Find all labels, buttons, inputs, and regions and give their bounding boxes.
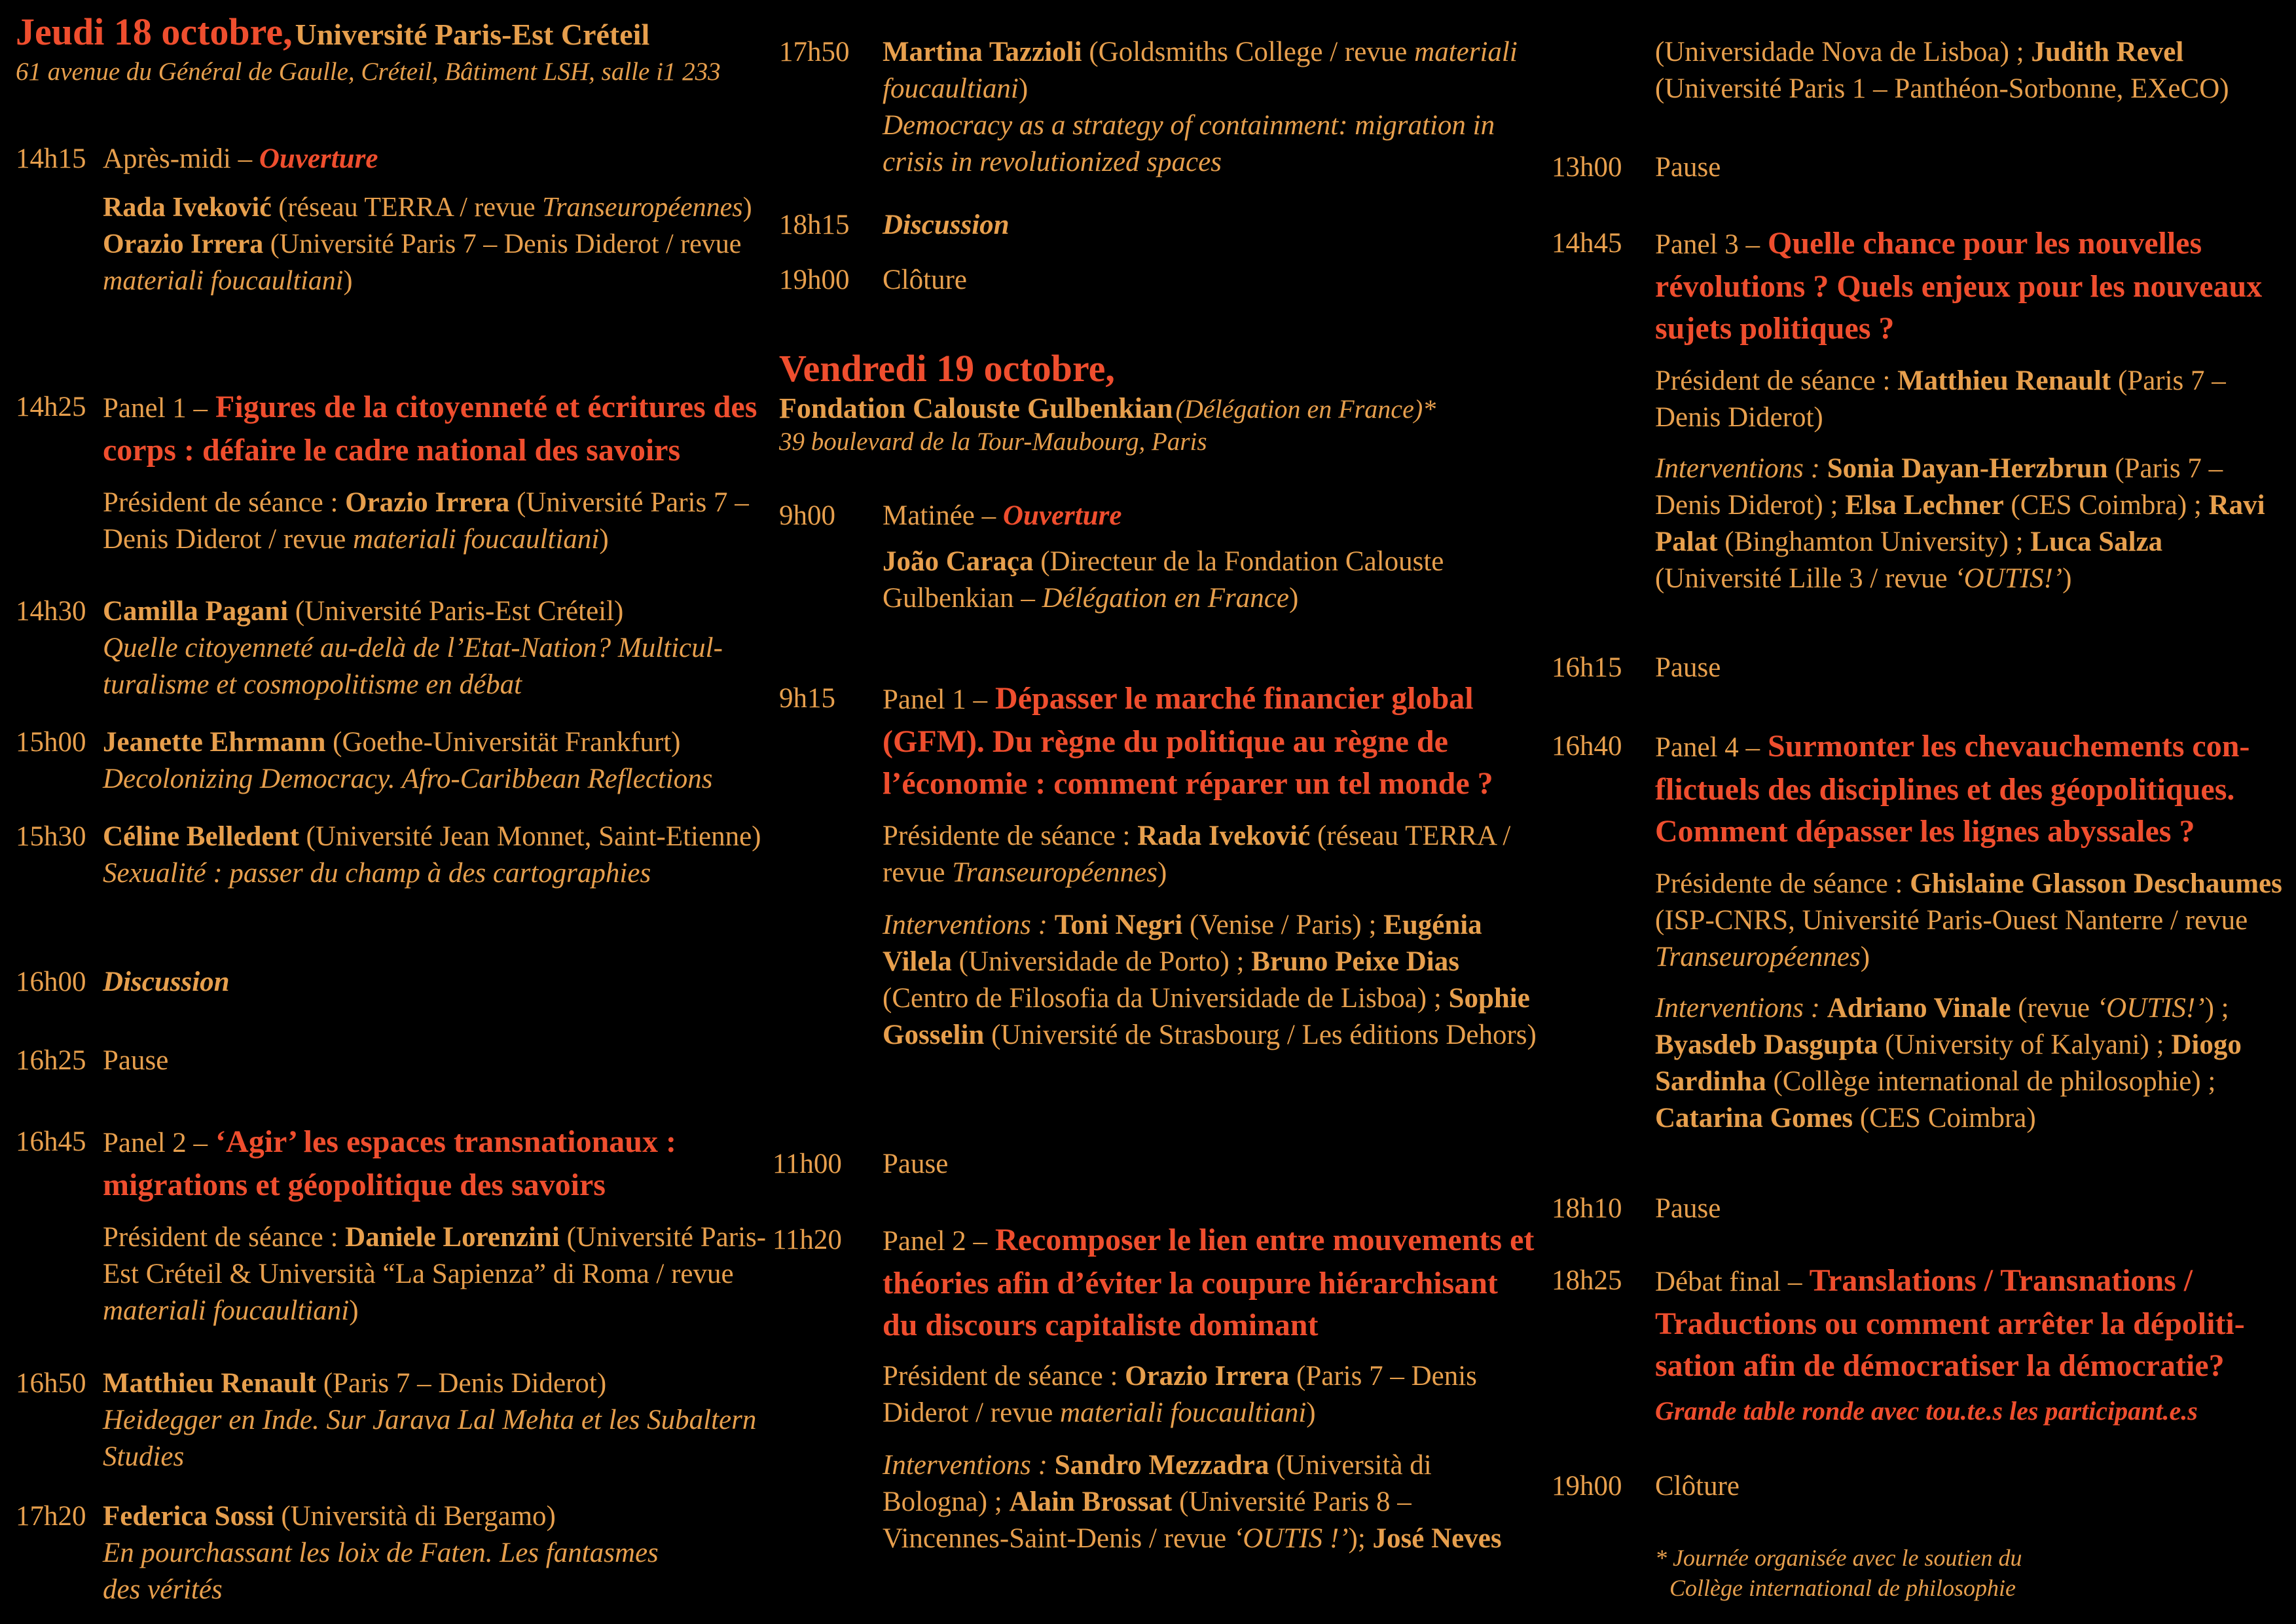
session-d2-1825 <box>1552 1260 2291 1429</box>
speaker-name: Eugénia Vilela <box>883 910 1482 977</box>
session-d2-1810 <box>1552 1190 2291 1227</box>
journal-name: materiali foucaultiani <box>103 266 344 296</box>
interventions-label: Interventions : <box>883 910 1048 940</box>
chair-label: Président de séance : <box>883 1361 1118 1392</box>
session-label: Pause <box>103 1045 169 1076</box>
speaker-name: Diogo Sardinha <box>1655 1029 2242 1097</box>
day1-venue: Université Paris-Est Créteil <box>295 18 650 51</box>
session-time: 14h30 <box>16 596 86 627</box>
panel-title: Quelle chance pour les nouvelles révolutions ? Quels enjeux pour les nouveaux sujets politiques ? <box>1655 226 2263 346</box>
session-d2-0900 <box>779 498 1539 617</box>
session-time: 16h40 <box>1552 731 1622 762</box>
session-time: 13h00 <box>1552 152 1622 183</box>
talk-title: Sexualité : passer du champ à des cartographies <box>103 858 651 889</box>
speaker-affiliation: (Université Paris-Est Créteil) <box>295 596 624 627</box>
day1-header <box>16 9 769 89</box>
session-label: Pause <box>1655 652 1721 683</box>
chair-label: Présidente de séance : <box>883 821 1131 851</box>
talk-d1-1720 <box>16 1498 769 1608</box>
speaker-affiliation: (Universidade Nova de Lisboa) ; <box>1655 37 2024 67</box>
speaker-affiliation: (revue <box>2018 993 2097 1024</box>
panel-title: ‘Agir’ les espaces transnationaux : migrations et géopolitique des savoirs <box>103 1124 676 1202</box>
session-time: 16h15 <box>1552 652 1622 683</box>
speaker-affiliation: (Binghamton University) ; <box>1724 526 2024 557</box>
talk-d1-1750 <box>779 34 1539 181</box>
journal-name: Transeuropéennes <box>952 857 1157 888</box>
footnote-line-1: * Journée organisée avec le soutien du <box>1655 1545 2022 1571</box>
session-d2-1900 <box>1552 1468 2291 1505</box>
session-d1-1415 <box>16 141 769 299</box>
session-time: 16h45 <box>16 1126 86 1157</box>
speaker-name: Martina Tazzioli <box>883 37 1082 67</box>
chair-affiliation: (Université Paris-Est Créteil & Università “La Sapienza” di Roma / revue <box>103 1222 767 1289</box>
panel-title: Figures de la citoyenneté et écritures des corps : défaire le cadre national des savoirs <box>103 390 757 468</box>
speaker-name: Luca Salza <box>2030 526 2163 557</box>
chair-name: Orazio Irrera <box>345 487 510 518</box>
session-d1-1645 <box>16 1121 769 1329</box>
speaker-name: Adriano Vinale <box>1827 993 2011 1024</box>
speaker-affiliation: (Università di Bergamo) <box>281 1501 556 1532</box>
session-time: 17h20 <box>16 1501 86 1532</box>
session-label: Panel 2 – <box>103 1128 208 1158</box>
session-time: 16h25 <box>16 1045 86 1076</box>
chair-affiliation: (Université Paris 7 – Denis Diderot / revue <box>103 487 749 555</box>
speaker-name: Matthieu Renault <box>103 1368 317 1399</box>
session-d1-1625 <box>16 1043 769 1079</box>
speaker-affiliation: (CES Coimbra) <box>1859 1103 2036 1134</box>
paren: ) ; <box>2204 993 2229 1024</box>
session-title: Ouverture <box>1002 500 1122 531</box>
chair-affiliation: (Paris 7 – Denis Diderot / revue <box>883 1361 1477 1428</box>
speaker-name: João Caraça <box>883 546 1034 577</box>
speaker-affiliation: (Goethe-Universität Frankfurt) <box>333 727 681 758</box>
session-label: Débat final – <box>1655 1266 1802 1297</box>
chair-name: Daniele Lorenzini <box>345 1222 560 1253</box>
journal-name: materiali foucaultiani <box>103 1295 350 1326</box>
session-d1-1600 <box>16 964 769 1001</box>
speaker-affiliation: (Paris 7 – Denis Diderot) ; <box>1655 453 2223 521</box>
speaker-affiliation: (Université Paris 8 – Vincennes-Saint-Denis / revue <box>883 1486 1412 1554</box>
speaker-affiliation: (Venise / Paris) ; <box>1189 910 1377 940</box>
chair-affiliation: (ISP-CNRS, Université Paris-Ouest Nanterre / revue <box>1655 905 2248 936</box>
session-d2-1615 <box>1552 650 2291 686</box>
chair-name: Rada Iveković <box>1137 821 1311 851</box>
speaker-affiliation: (Université Paris 7 – Denis Diderot / revue <box>270 229 742 259</box>
session-time: 11h00 <box>773 1149 842 1179</box>
session-label: Clôture <box>1655 1471 1740 1502</box>
session-d2-1640 <box>1552 726 2291 1137</box>
talk-d1-1530 <box>16 819 769 892</box>
paren: ) <box>343 266 353 296</box>
session-time: 16h50 <box>16 1368 86 1399</box>
speaker-affiliation-italic: Délégation en France <box>1042 583 1289 614</box>
paren: ) <box>1860 942 1870 972</box>
speaker-name: Rada Iveković <box>103 193 272 223</box>
session-time: 16h00 <box>16 967 86 997</box>
chair-label: Président de séance : <box>103 487 338 518</box>
panel-title: Translations / Transnations / Traductions ou comment arrêter la dépolitisation afin de démocratiser la démocratie? <box>1655 1263 2245 1383</box>
session-time: 17h50 <box>779 37 850 67</box>
session-d1-1900 <box>779 262 1539 299</box>
paren: ) <box>599 524 609 555</box>
speaker-name: Elsa Lechner <box>1845 490 2004 521</box>
panel-title: Recomposer le lien entre mouvements et théories afin d’éviter la coupure hiérarchisant du discours capitaliste dominant <box>883 1223 1535 1342</box>
session-title: Discussion <box>103 967 230 997</box>
session-title: Discussion <box>883 210 1010 240</box>
speaker-name: Sandro Mezzadra <box>1054 1450 1269 1481</box>
interventions-label: Interventions : <box>1655 453 1820 484</box>
day2-date: Vendredi 19 octobre, <box>779 347 1115 390</box>
session-time: 14h15 <box>16 143 86 174</box>
paren: ) <box>1018 73 1029 104</box>
chair-label: Président de séance : <box>103 1222 338 1253</box>
session-time: 18h15 <box>779 210 850 240</box>
session-time: 18h25 <box>1552 1265 1622 1296</box>
speaker-name: Federica Sossi <box>103 1501 274 1532</box>
talk-d1-1500 <box>16 724 769 798</box>
session-time: 19h00 <box>1552 1471 1622 1502</box>
session-time: 9h15 <box>779 683 835 714</box>
session-d2-1100 <box>773 1146 1539 1183</box>
session-d2-1300 <box>1552 149 2291 186</box>
talk-title: Heidegger en Inde. Sur Jarava Lal Mehta et les Subaltern Studies <box>103 1405 757 1472</box>
panel-title: Dépasser le marché financier global (GFM). Du règne du politique au règne de l’économie : comment réparer un tel monde ? <box>883 681 1493 801</box>
chair-affiliation: (réseau TERRA / revue <box>883 821 1511 888</box>
paren: ) <box>1306 1397 1316 1428</box>
chair-label: Président de séance : <box>1655 365 1891 396</box>
day1-date: Jeudi 18 octobre, <box>16 10 293 53</box>
paren: ); <box>1348 1523 1366 1554</box>
speaker-name: Ravi Palat <box>1655 490 2265 557</box>
session-d1-1815 <box>779 207 1539 244</box>
speaker-affiliation: (réseau TERRA / revue <box>278 193 543 223</box>
session-d2-1120 <box>773 1219 1539 1557</box>
session-d1-1425 <box>16 386 769 558</box>
speaker-name: Judith Revel <box>2031 37 2184 67</box>
speaker-name: Jeanette Ehrmann <box>103 727 326 758</box>
session-label: Panel 1 – <box>883 684 988 715</box>
session-label: Matinée – <box>883 500 996 531</box>
session-label: Panel 4 – <box>1655 732 1760 763</box>
speaker-affiliation: (Directeur de la Fondation Calouste Gulbenkian – <box>883 546 1444 614</box>
session-subtitle: Grande table ronde avec tou.te.s les participant.e.s <box>1655 1396 2198 1426</box>
session-time: 19h00 <box>779 265 850 295</box>
speaker-name: Bruno Peixe Dias <box>1251 946 1459 977</box>
session-label: Après-midi – <box>103 143 253 174</box>
journal-name: materiali foucaultiani <box>353 524 600 555</box>
session-time: 11h20 <box>773 1225 842 1255</box>
day2-venue: Fondation Calouste Gulbenkian <box>779 392 1173 424</box>
session-label: Pause <box>1655 1193 1721 1224</box>
speaker-name: Céline Belledent <box>103 821 299 852</box>
chair-name: Matthieu Renault <box>1897 365 2111 396</box>
interventions-label: Interventions : <box>1655 993 1820 1024</box>
speaker-name: Camilla Pagani <box>103 596 289 627</box>
speaker-affiliation: (Paris 7 – Denis Diderot) <box>323 1368 607 1399</box>
paren: ) <box>1157 857 1167 888</box>
chair-label: Présidente de séance : <box>1655 868 1903 899</box>
speaker-name: Alain Brossat <box>1009 1486 1173 1517</box>
session-d2-0915 <box>779 678 1539 1054</box>
journal-name: ‘OUTIS!’ <box>2096 993 2205 1024</box>
journal-name: materiali foucaultiani <box>1060 1397 1307 1428</box>
speaker-name: José Neves <box>1372 1523 1502 1554</box>
speaker-affiliation: (University of Kalyani) ; <box>1885 1029 2164 1060</box>
talk-title: Democracy as a strategy of containment: migration in crisis in revolutionized spaces <box>883 110 1495 177</box>
panel-title: Surmonter les chevauchements conflictuels des disciplines et des géopolitiques. Comment dépasser les lignes abyssales ? <box>1655 729 2250 849</box>
session-time: 15h00 <box>16 727 86 758</box>
speaker-name: Byasdeb Dasgupta <box>1655 1029 1878 1060</box>
speaker-affiliation: (Centro de Filosofia da Universidade de Lisboa) ; <box>883 983 1442 1014</box>
speaker-name: Sophie Gosselin <box>883 983 1530 1050</box>
paren: ) <box>742 193 752 223</box>
day2-header <box>779 346 1539 459</box>
speaker-name: Toni Negri <box>1054 910 1183 940</box>
paren: ) <box>349 1295 359 1326</box>
speaker-affiliation: (Université Paris 1 – Panthéon-Sorbonne, EXeCO) <box>1655 73 2229 104</box>
journal-name: ‘OUTIS!’ <box>1954 563 2063 594</box>
session-time: 9h00 <box>779 500 835 531</box>
speaker-name: Orazio Irrera <box>103 229 264 259</box>
speaker-affiliation: (CES Coimbra) ; <box>2011 490 2202 521</box>
speaker-affiliation: (Collège international de philosophie) ; <box>1773 1066 2216 1097</box>
interventions-label: Interventions : <box>883 1450 1048 1481</box>
session-label: Panel 3 – <box>1655 229 1760 260</box>
speaker-affiliation: (Universidade de Porto) ; <box>958 946 1245 977</box>
talk-title: Quelle citoyenneté au-delà de l’Etat-Nation? Multiculturalisme et cosmopolitisme en débat <box>103 633 723 700</box>
journal-name: Transeuropéennes <box>542 193 743 223</box>
speaker-name: Sonia Dayan-Herzbrun <box>1827 453 2108 484</box>
speaker-affiliation: (Università di Bologna) ; <box>883 1450 1432 1517</box>
speaker-affiliation: (Goldsmiths College / revue <box>1089 37 1415 67</box>
chair-name: Ghislaine Glasson Deschaumes <box>1910 868 2282 899</box>
session-label: Panel 2 – <box>883 1226 988 1257</box>
speaker-affiliation: (Université de Strasbourg / Les éditions Dehors) <box>991 1020 1537 1050</box>
paren: ) <box>1288 583 1299 614</box>
journal-name: ‘OUTIS !’ <box>1233 1523 1349 1554</box>
session-d2-1445 <box>1552 223 2291 597</box>
footnote-line-2: Collège international de philosophie <box>1669 1575 2016 1601</box>
day1-address: 61 avenue du Général de Gaulle, Créteil, Bâtiment LSH, salle i1 233 <box>16 58 721 86</box>
session-time: 15h30 <box>16 821 86 852</box>
talk-title: En pourchassant les loix de Faten. Les fantasmes des vérités <box>103 1538 659 1605</box>
journal-name: Transeuropéennes <box>1655 942 1861 972</box>
session-label: Pause <box>1655 152 1721 183</box>
talk-d1-1430 <box>16 593 769 703</box>
paren: ) <box>2062 563 2072 594</box>
session-title: Ouverture <box>259 143 378 174</box>
talk-d1-1650 <box>16 1365 769 1475</box>
footnote <box>1552 1543 2291 1603</box>
day2-address: 39 boulevard de la Tour-Maubourg, Paris <box>779 428 1207 456</box>
session-label: Clôture <box>883 265 967 295</box>
chair-name: Orazio Irrera <box>1125 1361 1290 1392</box>
session-time: 18h10 <box>1552 1193 1622 1224</box>
chair-affiliation: (Paris 7 – Denis Diderot) <box>1655 365 2226 433</box>
session-time: 14h25 <box>16 392 86 422</box>
speaker-affiliation: (Université Lille 3 / revue <box>1655 563 1955 594</box>
session-time: 14h45 <box>1552 228 1622 259</box>
speaker-name: Catarina Gomes <box>1655 1103 1853 1134</box>
day2-venue-note: (Délégation en France)* <box>1175 394 1436 424</box>
journal-name: materiali foucaultiani <box>883 37 1518 104</box>
speaker-affiliation: (Université Jean Monnet, Saint-Etienne) <box>306 821 761 852</box>
session-d2-1120-cont <box>1552 34 2291 107</box>
session-label: Pause <box>883 1149 949 1179</box>
session-label: Panel 1 – <box>103 393 208 424</box>
talk-title: Decolonizing Democracy. Afro-Caribbean Reflections <box>103 764 713 794</box>
